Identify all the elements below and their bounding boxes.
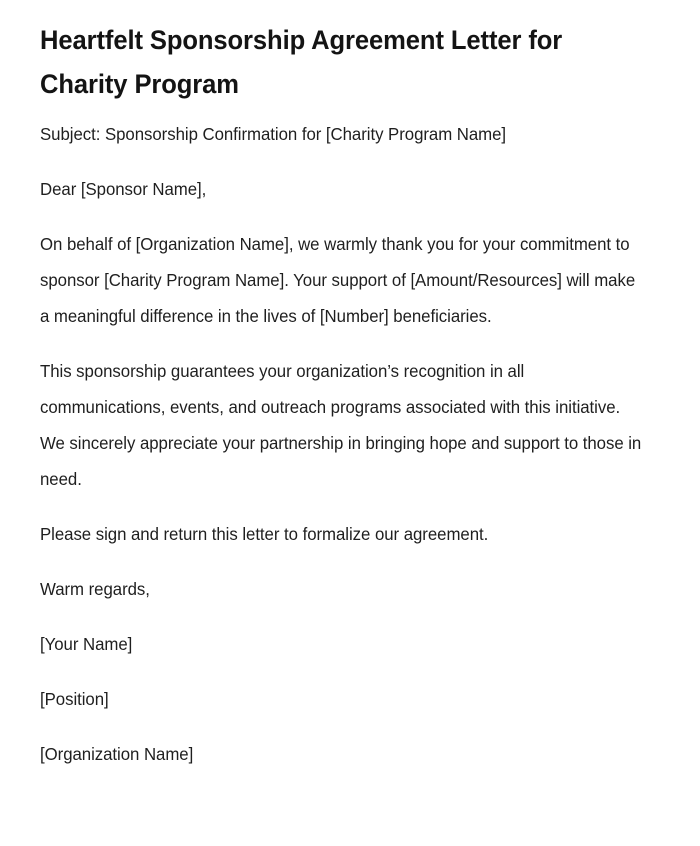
signature-name: [Your Name] <box>40 634 133 654</box>
salutation: Dear [Sponsor Name], <box>40 179 207 199</box>
body-paragraph-3: Please sign and return this letter to formalize our agreement. <box>40 524 489 544</box>
body-paragraph-1: On behalf of [Organization Name], we warmly thank you for your commitment to sponsor [Charity Program Name]. Your support of [Amount/Resources] will make a meaningful difference in the lives of [Number] beneficiaries. <box>40 234 636 326</box>
signature-position: [Position] <box>40 689 109 709</box>
closing-line: Warm regards, <box>40 579 150 599</box>
signature-organization: [Organization Name] <box>40 744 194 764</box>
body-paragraph-2: This sponsorship guarantees your organization’s recognition in all communications, events, and outreach programs associated with this initiative. We sincerely appreciate your partnership in bringing hope and support to those in need. <box>40 361 642 489</box>
subject-line: Subject: Sponsorship Confirmation for [Charity Program Name] <box>40 124 507 144</box>
letter-body <box>40 116 643 772</box>
page-title: Heartfelt Sponsorship Agreement Letter for Charity Program <box>40 25 563 99</box>
